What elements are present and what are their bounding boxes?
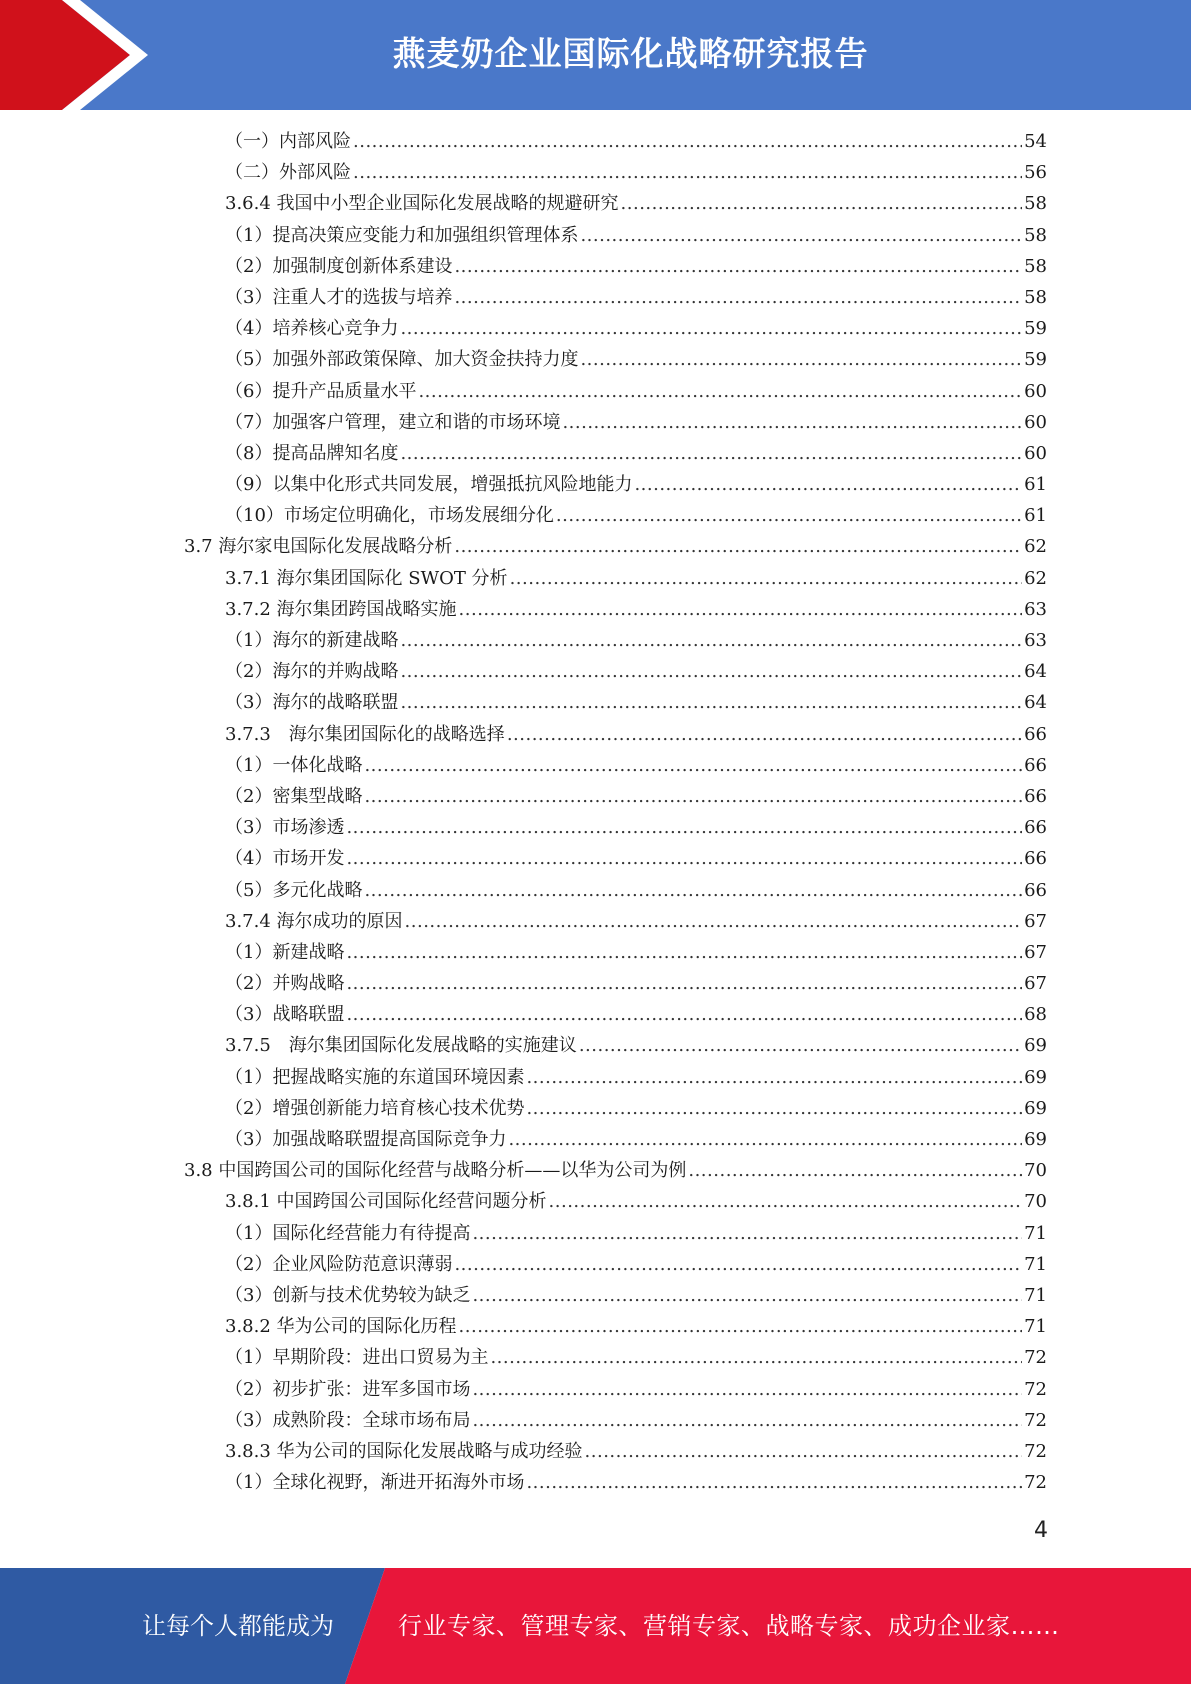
toc-entry[interactable] (0, 1342, 1191, 1373)
toc-entry-label: （3）创新与技术优势较为缺乏 (225, 1284, 471, 1306)
toc-entry-label: （8）提高品牌知名度 (225, 442, 399, 464)
toc-entry-page: 66 (1024, 754, 1047, 776)
toc-entry-label: 3.7.5 海尔集团国际化发展战略的实施建议 (225, 1035, 577, 1057)
toc-entry[interactable] (0, 1030, 1191, 1061)
toc-entry[interactable] (0, 1374, 1191, 1405)
toc-dot-leader (364, 875, 1022, 906)
footer-slogan-right: 行业专家、管理专家、营销专家、战略专家、成功企业家…… (398, 1612, 1060, 1640)
toc-entry[interactable] (0, 1062, 1191, 1093)
toc-entry-label: （4）市场开发 (225, 848, 345, 870)
toc-entry[interactable] (0, 1218, 1191, 1249)
toc-entry[interactable] (0, 1436, 1191, 1467)
toc-entry-page: 54 (1024, 131, 1047, 152)
toc-entry-page: 70 (1024, 1191, 1047, 1213)
toc-dot-leader (353, 157, 1022, 188)
toc-entry-page: 66 (1024, 879, 1047, 901)
toc-entry-label: （1）新建战略 (225, 941, 345, 963)
toc-entry-page: 61 (1024, 474, 1047, 496)
toc-entry-page: 72 (1024, 1378, 1047, 1400)
toc-entry-page: 59 (1024, 349, 1047, 371)
toc-dot-leader (562, 407, 1022, 438)
toc-dot-leader (346, 968, 1022, 999)
toc-entry-label: （一）内部风险 (225, 131, 351, 152)
toc-entry[interactable] (0, 625, 1191, 656)
toc-entry-page: 60 (1024, 411, 1047, 433)
toc-entry-label: 3.7.1 海尔集团国际化 SWOT 分析 (225, 567, 508, 589)
toc-entry[interactable] (0, 656, 1191, 687)
toc-dot-leader (510, 563, 1023, 594)
toc-dot-leader (472, 1405, 1022, 1436)
toc-dot-leader (454, 282, 1022, 313)
toc-entry-page: 66 (1024, 848, 1047, 870)
toc-dot-leader (472, 1374, 1022, 1405)
toc-dot-leader (507, 719, 1022, 750)
toc-dot-leader (549, 1186, 1023, 1217)
toc-entry-page: 56 (1024, 162, 1047, 184)
toc-dot-leader (526, 1093, 1022, 1124)
toc-entry[interactable] (0, 344, 1191, 375)
toc-entry-page: 60 (1024, 442, 1047, 464)
toc-entry[interactable] (0, 1124, 1191, 1155)
toc-entry-label: （3）注重人才的选拔与培养 (225, 286, 453, 308)
toc-entry[interactable] (0, 875, 1191, 906)
toc-entry[interactable] (0, 1280, 1191, 1311)
toc-entry[interactable] (0, 282, 1191, 313)
toc-entry-label: （3）战略联盟 (225, 1004, 345, 1026)
toc-entry-page: 67 (1024, 973, 1047, 995)
toc-dot-leader (400, 687, 1022, 718)
toc-entry-page: 71 (1024, 1222, 1047, 1244)
toc-entry-page: 66 (1024, 785, 1047, 807)
toc-dot-leader (580, 220, 1022, 251)
toc-entry-page: 62 (1024, 567, 1047, 589)
toc-dot-leader (364, 750, 1022, 781)
toc-entry-label: （3）海尔的战略联盟 (225, 692, 399, 714)
toc-entry-page: 72 (1024, 1472, 1047, 1494)
toc-entry-page: 72 (1024, 1409, 1047, 1431)
toc-entry-page: 66 (1024, 723, 1047, 745)
toc-dot-leader (405, 906, 1023, 937)
toc-entry-page: 69 (1024, 1097, 1047, 1119)
toc-dot-leader (556, 500, 1022, 531)
toc-entry[interactable] (0, 1467, 1191, 1498)
toc-entry[interactable] (0, 313, 1191, 344)
toc-entry[interactable] (0, 376, 1191, 407)
toc-entry-label: （1）国际化经营能力有待提高 (225, 1222, 471, 1244)
toc-entry[interactable] (0, 188, 1191, 219)
toc-entry-label: （3）市场渗透 (225, 817, 345, 839)
toc-dot-leader (454, 1249, 1022, 1280)
toc-dot-leader (526, 1062, 1022, 1093)
toc-entry[interactable] (0, 687, 1191, 718)
toc-entry-label: （10）市场定位明确化，市场发展细分化 (225, 505, 554, 527)
toc-entry-page: 58 (1024, 255, 1047, 277)
footer-slogan-left: 让每个人都能成为 (142, 1612, 334, 1640)
toc-entry-label: （2）加强制度创新体系建设 (225, 255, 453, 277)
toc-entry-page: 66 (1024, 817, 1047, 839)
toc-entry-page: 58 (1024, 286, 1047, 308)
toc-dot-leader (454, 251, 1022, 282)
toc-entry-page: 60 (1024, 380, 1047, 402)
toc-entry-label: （2）企业风险防范意识薄弱 (225, 1253, 453, 1275)
toc-entry[interactable] (0, 1155, 1191, 1186)
toc-entry[interactable] (0, 126, 1191, 157)
toc-entry-label: （5）多元化战略 (225, 879, 363, 901)
toc-entry-page: 64 (1024, 661, 1047, 683)
toc-entry-label: 3.7.3 海尔集团国际化的战略选择 (225, 723, 505, 745)
toc-dot-leader (346, 812, 1022, 843)
toc-entry-label: （1）海尔的新建战略 (225, 630, 399, 651)
toc-dot-leader (346, 843, 1022, 874)
toc-entry[interactable] (0, 1186, 1191, 1217)
toc-entry-label: （7）加强客户管理，建立和谐的市场环境 (225, 411, 561, 433)
toc-entry-page: 71 (1024, 1253, 1047, 1275)
toc-entry[interactable] (0, 469, 1191, 500)
toc-dot-leader (418, 376, 1022, 407)
toc-entry[interactable] (0, 251, 1191, 282)
toc-entry-page: 61 (1024, 505, 1047, 527)
toc-entry[interactable] (0, 999, 1191, 1030)
page-footer (0, 1568, 1191, 1684)
toc-entry-page: 71 (1024, 1284, 1047, 1306)
toc-dot-leader (579, 1030, 1022, 1061)
toc-entry[interactable] (0, 220, 1191, 251)
toc-entry-label: （2）密集型战略 (225, 785, 363, 807)
toc-dot-leader (400, 438, 1022, 469)
toc-entry[interactable] (0, 750, 1191, 781)
toc-entry-label: （3）成熟阶段：全球市场布局 (225, 1409, 471, 1431)
toc-entry[interactable] (0, 781, 1191, 812)
toc-entry-label: 3.7 海尔家电国际化发展战略分析 (184, 536, 453, 558)
toc-entry-page: 71 (1024, 1316, 1047, 1338)
toc-dot-leader (526, 1467, 1022, 1498)
toc-entry-label: 3.6.4 我国中小型企业国际化发展战略的规避研究 (225, 193, 619, 215)
toc-entry[interactable] (0, 1249, 1191, 1280)
toc-entry-page: 70 (1024, 1160, 1047, 1182)
toc-entry-page: 59 (1024, 318, 1047, 340)
toc-dot-leader (688, 1155, 1022, 1186)
toc-entry[interactable] (0, 438, 1191, 469)
toc-entry[interactable] (0, 937, 1191, 968)
page-header (0, 0, 1191, 110)
toc-entry[interactable] (0, 563, 1191, 594)
toc-dot-leader (400, 313, 1022, 344)
toc-entry[interactable] (0, 500, 1191, 531)
toc-entry-label: （2）并购战略 (225, 973, 345, 995)
toc-entry[interactable] (0, 906, 1191, 937)
toc-entry-page: 72 (1024, 1440, 1047, 1462)
toc-dot-leader (459, 594, 1023, 625)
toc-entry-label: 3.8.3 华为公司的国际化发展战略与成功经验 (225, 1440, 583, 1462)
toc-dot-leader (490, 1342, 1022, 1373)
toc-entry-label: 3.8.2 华为公司的国际化历程 (225, 1316, 457, 1338)
toc-entry-page: 72 (1024, 1347, 1047, 1369)
toc-entry-label: （9）以集中化形式共同发展，增强抵抗风险地能力 (225, 474, 633, 496)
toc-entry-label: 3.7.4 海尔成功的原因 (225, 910, 403, 932)
toc-entry-label: 3.7.2 海尔集团跨国战略实施 (225, 598, 457, 620)
toc-entry[interactable] (0, 812, 1191, 843)
toc-entry-page: 69 (1024, 1035, 1047, 1057)
toc-entry-label: （4）培养核心竞争力 (225, 318, 399, 340)
toc-dot-leader (400, 656, 1022, 687)
toc-dot-leader (346, 937, 1022, 968)
toc-entry[interactable] (0, 531, 1191, 562)
toc-entry[interactable] (0, 407, 1191, 438)
toc-dot-leader (621, 188, 1023, 219)
toc-entry-page: 69 (1024, 1129, 1047, 1150)
toc-entry-page: 58 (1024, 224, 1047, 246)
toc-entry-label: （二）外部风险 (225, 162, 351, 184)
toc-dot-leader (346, 999, 1022, 1030)
toc-entry-label: （1）全球化视野，渐进开拓海外市场 (225, 1472, 525, 1494)
toc-entry-label: （1）一体化战略 (225, 754, 363, 776)
toc-dot-leader (472, 1218, 1022, 1249)
toc-entry-label: （2）初步扩张：进军多国市场 (225, 1378, 471, 1400)
toc-entry[interactable] (0, 1405, 1191, 1436)
toc-entry-label: （1）把握战略实施的东道国环境因素 (225, 1066, 525, 1088)
toc-entry-label: （3）加强战略联盟提高国际竞争力 (225, 1129, 507, 1150)
page-number: 4 (1034, 1518, 1048, 1543)
toc-entry-label: （1）提高决策应变能力和加强组织管理体系 (225, 224, 579, 246)
toc-entry-label: （6）提升产品质量水平 (225, 380, 417, 402)
toc-entry-page: 68 (1024, 1004, 1047, 1026)
toc-entry-page: 67 (1024, 910, 1047, 932)
toc-dot-leader (400, 625, 1022, 656)
toc-entry-label: 3.8.1 中国跨国公司国际化经营问题分析 (225, 1191, 547, 1213)
toc-entry-page: 62 (1024, 536, 1047, 558)
toc-entry[interactable] (0, 594, 1191, 625)
toc-entry-label: （2）增强创新能力培育核心技术优势 (225, 1097, 525, 1119)
toc-entry-label: 3.8 中国跨国公司的国际化经营与战略分析——以华为公司为例 (184, 1160, 687, 1182)
toc-entry[interactable] (0, 968, 1191, 999)
toc-dot-leader (454, 531, 1022, 562)
toc-dot-leader (634, 469, 1022, 500)
toc-dot-leader (364, 781, 1022, 812)
toc-dot-leader (459, 1311, 1023, 1342)
toc-dot-leader (353, 126, 1022, 157)
report-title: 燕麦奶企业国际化战略研究报告 (392, 34, 869, 73)
toc-entry[interactable] (0, 719, 1191, 750)
toc-entry-page: 63 (1024, 598, 1047, 620)
toc-entry[interactable] (0, 843, 1191, 874)
toc-entry[interactable] (0, 1093, 1191, 1124)
toc-entry[interactable] (0, 157, 1191, 188)
toc-entry-page: 69 (1024, 1066, 1047, 1088)
toc-dot-leader (472, 1280, 1022, 1311)
table-of-contents (0, 126, 1191, 1498)
toc-entry-page: 64 (1024, 692, 1047, 714)
toc-dot-leader (585, 1436, 1023, 1467)
toc-entry-label: （5）加强外部政策保障、加大资金扶持力度 (225, 349, 579, 371)
toc-entry[interactable] (0, 1311, 1191, 1342)
toc-dot-leader (508, 1124, 1022, 1155)
toc-entry-label: （1）早期阶段：进出口贸易为主 (225, 1347, 489, 1369)
toc-entry-page: 58 (1024, 193, 1047, 215)
toc-dot-leader (580, 344, 1022, 375)
toc-entry-page: 63 (1024, 630, 1047, 651)
toc-entry-page: 67 (1024, 941, 1047, 963)
toc-entry-label: （2）海尔的并购战略 (225, 661, 399, 683)
